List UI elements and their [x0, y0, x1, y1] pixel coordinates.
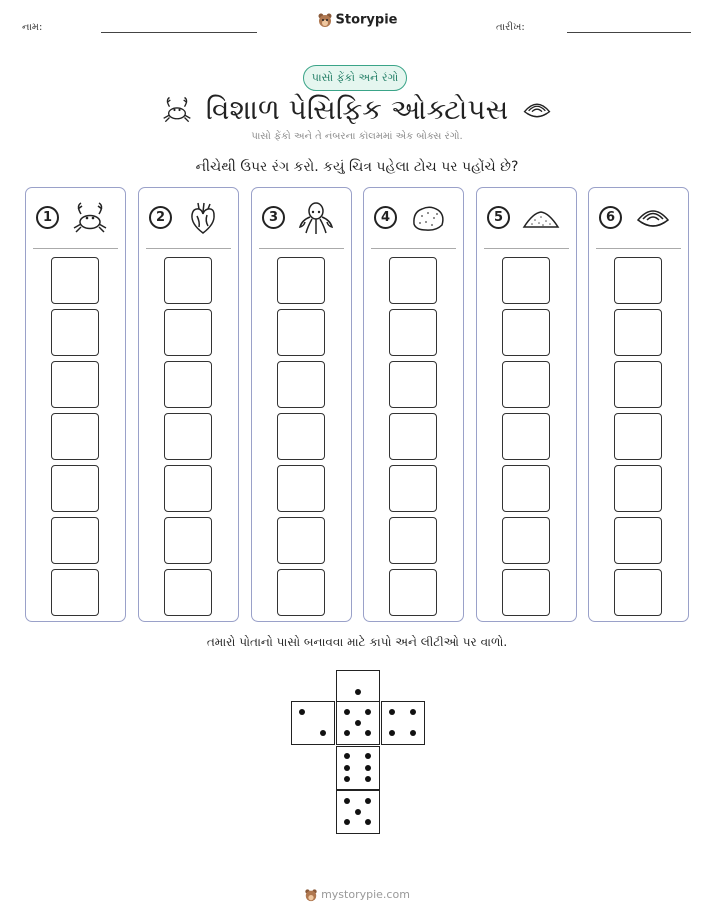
color-box[interactable] — [502, 465, 550, 512]
column-4 — [363, 187, 464, 622]
color-box[interactable] — [614, 413, 662, 460]
column-divider — [33, 248, 118, 249]
column-number: 1 — [36, 206, 59, 229]
color-box[interactable] — [614, 465, 662, 512]
dice-pip — [344, 709, 350, 715]
color-box[interactable] — [614, 569, 662, 616]
dice-pip — [344, 753, 350, 759]
color-box[interactable] — [277, 257, 325, 304]
color-box[interactable] — [277, 517, 325, 564]
color-box[interactable] — [614, 309, 662, 356]
column-divider — [259, 248, 344, 249]
color-box[interactable] — [502, 361, 550, 408]
dice-pip — [410, 709, 416, 715]
brand-name: Storypie — [335, 12, 398, 28]
heart-icon — [183, 200, 223, 236]
color-box[interactable] — [164, 309, 212, 356]
dice-pip — [365, 753, 371, 759]
name-label: નામ: — [22, 22, 43, 33]
instruction: નીચેથી ઉપર રંગ કરો. કયું ચિત્ર પહેલા ટોચ પર પહોંચે છે? — [195, 159, 519, 175]
color-box[interactable] — [277, 309, 325, 356]
column-divider — [371, 248, 456, 249]
dice-pip — [365, 819, 371, 825]
color-box[interactable] — [164, 465, 212, 512]
footer — [0, 888, 714, 902]
color-box[interactable] — [502, 569, 550, 616]
brand-logo — [0, 12, 714, 28]
sand-icon — [521, 200, 561, 236]
cut-instruction: તમારો પોતાનો પાસો બનાવવા માટે કાપો અને લીટીઓ પર વાળો. — [206, 635, 508, 649]
color-box[interactable] — [51, 569, 99, 616]
dice-pip — [389, 730, 395, 736]
dice-pip — [410, 730, 416, 736]
color-box[interactable] — [277, 465, 325, 512]
bear-logo-icon — [317, 12, 333, 28]
dice-pip — [344, 819, 350, 825]
column-2 — [138, 187, 239, 622]
color-box[interactable] — [277, 569, 325, 616]
subtitle: પાસો ફેંકો અને તે નંબરના કૉલમમાં એક બોક્સ રંગો. — [251, 131, 463, 142]
color-box[interactable] — [51, 309, 99, 356]
dice-pip — [355, 720, 361, 726]
column-divider — [484, 248, 569, 249]
column-5 — [476, 187, 577, 622]
color-box[interactable] — [502, 257, 550, 304]
dice-pip — [344, 730, 350, 736]
dice-pip — [299, 709, 305, 715]
date-label: તારીખ: — [496, 22, 525, 33]
column-6 — [588, 187, 689, 622]
footer-url: mystorypie.com — [321, 888, 410, 901]
column-number: 3 — [262, 206, 285, 229]
column-3 — [251, 187, 352, 622]
octopus-icon — [296, 200, 336, 236]
color-box[interactable] — [502, 413, 550, 460]
dice-pip — [344, 765, 350, 771]
color-box[interactable] — [389, 413, 437, 460]
color-box[interactable] — [614, 257, 662, 304]
color-box[interactable] — [502, 309, 550, 356]
color-box[interactable] — [164, 361, 212, 408]
dice-pip — [389, 709, 395, 715]
column-number: 5 — [487, 206, 510, 229]
color-box[interactable] — [164, 569, 212, 616]
color-box[interactable] — [389, 257, 437, 304]
color-box[interactable] — [614, 517, 662, 564]
color-box[interactable] — [389, 465, 437, 512]
dice-pip — [365, 776, 371, 782]
dice-pip — [320, 730, 326, 736]
column-1 — [25, 187, 126, 622]
dice-pip — [365, 730, 371, 736]
column-number: 2 — [149, 206, 172, 229]
crab-icon — [70, 200, 110, 236]
color-box[interactable] — [164, 257, 212, 304]
color-box[interactable] — [51, 413, 99, 460]
dice-face-4 — [381, 701, 425, 745]
activity-badge: પાસો ફેંકો અને રંગો — [303, 65, 407, 91]
column-number: 4 — [374, 206, 397, 229]
color-box[interactable] — [389, 361, 437, 408]
page-title — [0, 92, 714, 127]
column-divider — [146, 248, 231, 249]
column-divider — [596, 248, 681, 249]
name-line — [101, 32, 257, 33]
color-box[interactable] — [164, 517, 212, 564]
clam-icon — [520, 95, 554, 125]
color-box[interactable] — [502, 517, 550, 564]
dice-pip — [365, 798, 371, 804]
date-line — [567, 32, 691, 33]
color-box[interactable] — [277, 413, 325, 460]
dice-pip — [344, 776, 350, 782]
dice-pip — [344, 798, 350, 804]
dice-face-2 — [291, 701, 335, 745]
dice-face-5 — [336, 790, 380, 834]
dice-pip — [355, 809, 361, 815]
title-text: વિશાળ પેસિફિક ઓક્ટોપસ — [205, 93, 509, 126]
dice-pip — [355, 689, 361, 695]
dice-pip — [365, 709, 371, 715]
dice-face-5 — [336, 701, 380, 745]
color-box[interactable] — [389, 569, 437, 616]
color-box[interactable] — [277, 361, 325, 408]
color-box[interactable] — [164, 413, 212, 460]
crab-icon — [160, 95, 194, 125]
color-box[interactable] — [389, 517, 437, 564]
color-box[interactable] — [51, 517, 99, 564]
dice-face-6 — [336, 746, 380, 790]
color-box[interactable] — [51, 361, 99, 408]
rock-icon — [408, 200, 448, 236]
dice-pip — [365, 765, 371, 771]
column-number: 6 — [599, 206, 622, 229]
clam-icon — [633, 200, 673, 236]
color-box[interactable] — [614, 361, 662, 408]
bear-logo-icon — [304, 888, 318, 902]
color-box[interactable] — [389, 309, 437, 356]
color-box[interactable] — [51, 465, 99, 512]
color-box[interactable] — [51, 257, 99, 304]
